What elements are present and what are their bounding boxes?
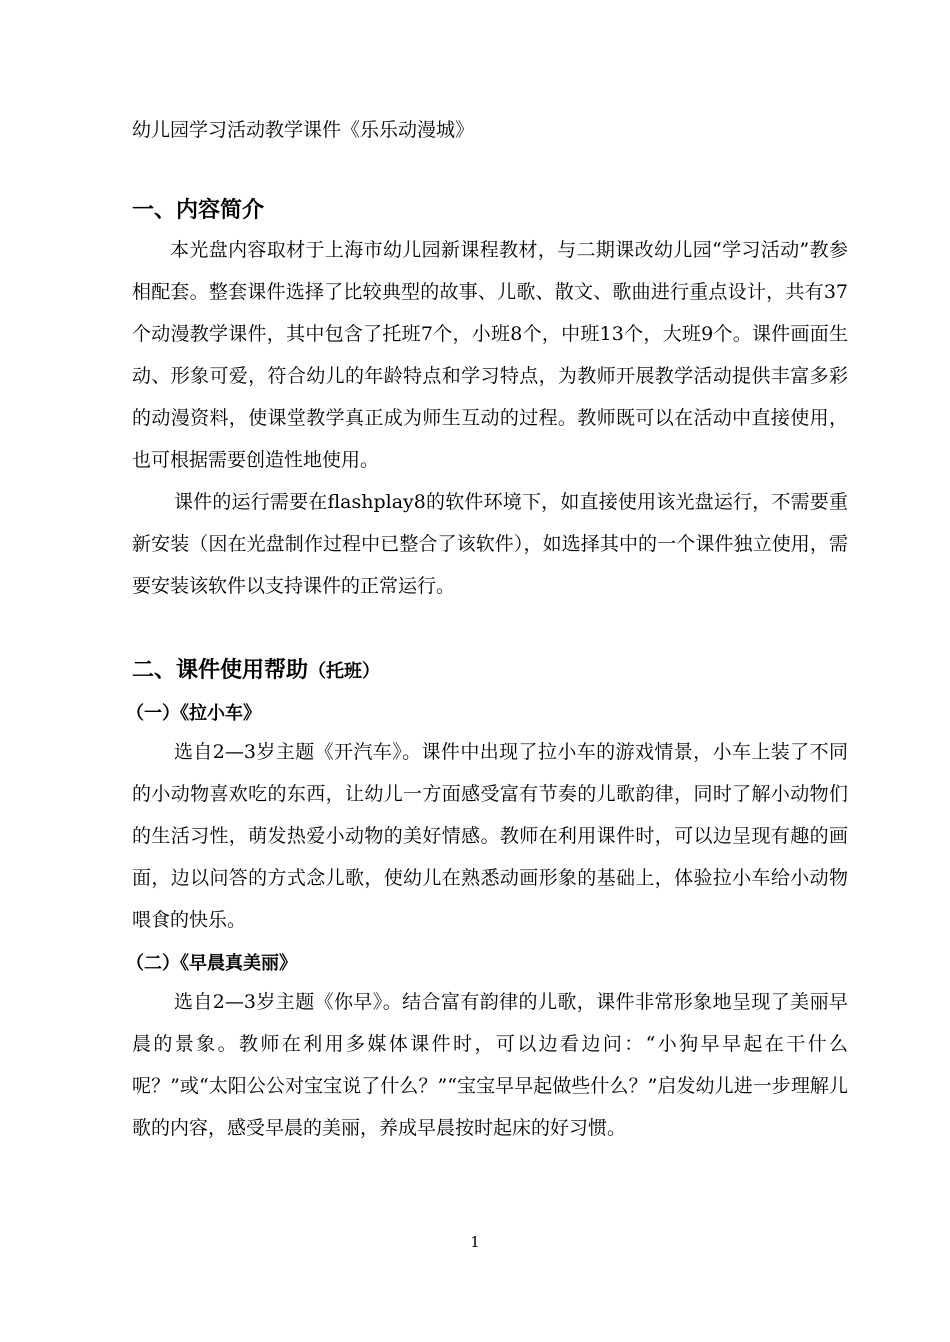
intro-paragraph-2: 课件的运行需要在flashplay8的软件环境下，如直接使用该光盘运行，不需要重新安装（因在光盘制作过程中已整合了该软件），如选择其中的一个课件独立使用，需要安装该软件以支持课件的正常运行。: [132, 491, 848, 597]
page-number: 1: [470, 1233, 480, 1251]
subsection-paragraph-1: 选自2—3岁主题《开汽车》。课件中出现了拉小车的游戏情景，小车上装了不同的小动物喜欢吃的东西，让幼儿一方面感受富有节奏的儿歌韵律，同时了解小动物们的生活习性，萌发热爱小动物的美好情感。教师在利用课件时，可以边呈现有趣的画面，边以问答的方式念儿歌，使幼儿在熟悉动画形象的基础上，体验拉小车给小动物喂食的快乐。: [132, 741, 848, 931]
section-heading-help-text: 二、课件使用帮助: [132, 658, 309, 683]
subsection-heading-1: （一）《拉小车》: [126, 703, 261, 724]
section-heading-help-suffix: （托班）: [308, 661, 381, 682]
section-heading-intro: [132, 195, 832, 227]
subsection-heading-2: （二）《早晨真美丽》: [126, 953, 297, 974]
document-title: 幼儿园学习活动教学课件《乐乐动漫城》: [132, 119, 475, 141]
intro-paragraph-1: 本光盘内容取材于上海市幼儿园新课程教材，与二期课改幼儿园“学习活动”教参相配套。整套课件选择了比较典型的故事、儿歌、散文、歌曲进行重点设计，共有37个动漫教学课件，其中包含了托班7个，小班8个，中班13个，大班9个。课件画面生动、形象可爱，符合幼儿的年龄特点和学习特点，为教师开展教学活动提供丰富多彩的动漫资料，使课堂教学真正成为师生互动的过程。教师既可以在活动中直接使用，也可根据需要创造性地使用。: [132, 239, 848, 471]
subsection-paragraph-2: 选自2—3岁主题《你早》。结合富有韵律的儿歌，课件非常形象地呈现了美丽早晨的景象。教师在利用多媒体课件时，可以边看边问：“小狗早早起在干什么呢？”或“太阳公公对宝宝说了什么？”“宝宝早早起做些什么？”启发幼儿进一步理解儿歌的内容，感受早晨的美丽，养成早晨按时起床的好习惯。: [132, 991, 848, 1139]
section-heading-help: [132, 655, 832, 688]
section-heading-intro-text: 一、内容简介: [132, 198, 265, 223]
